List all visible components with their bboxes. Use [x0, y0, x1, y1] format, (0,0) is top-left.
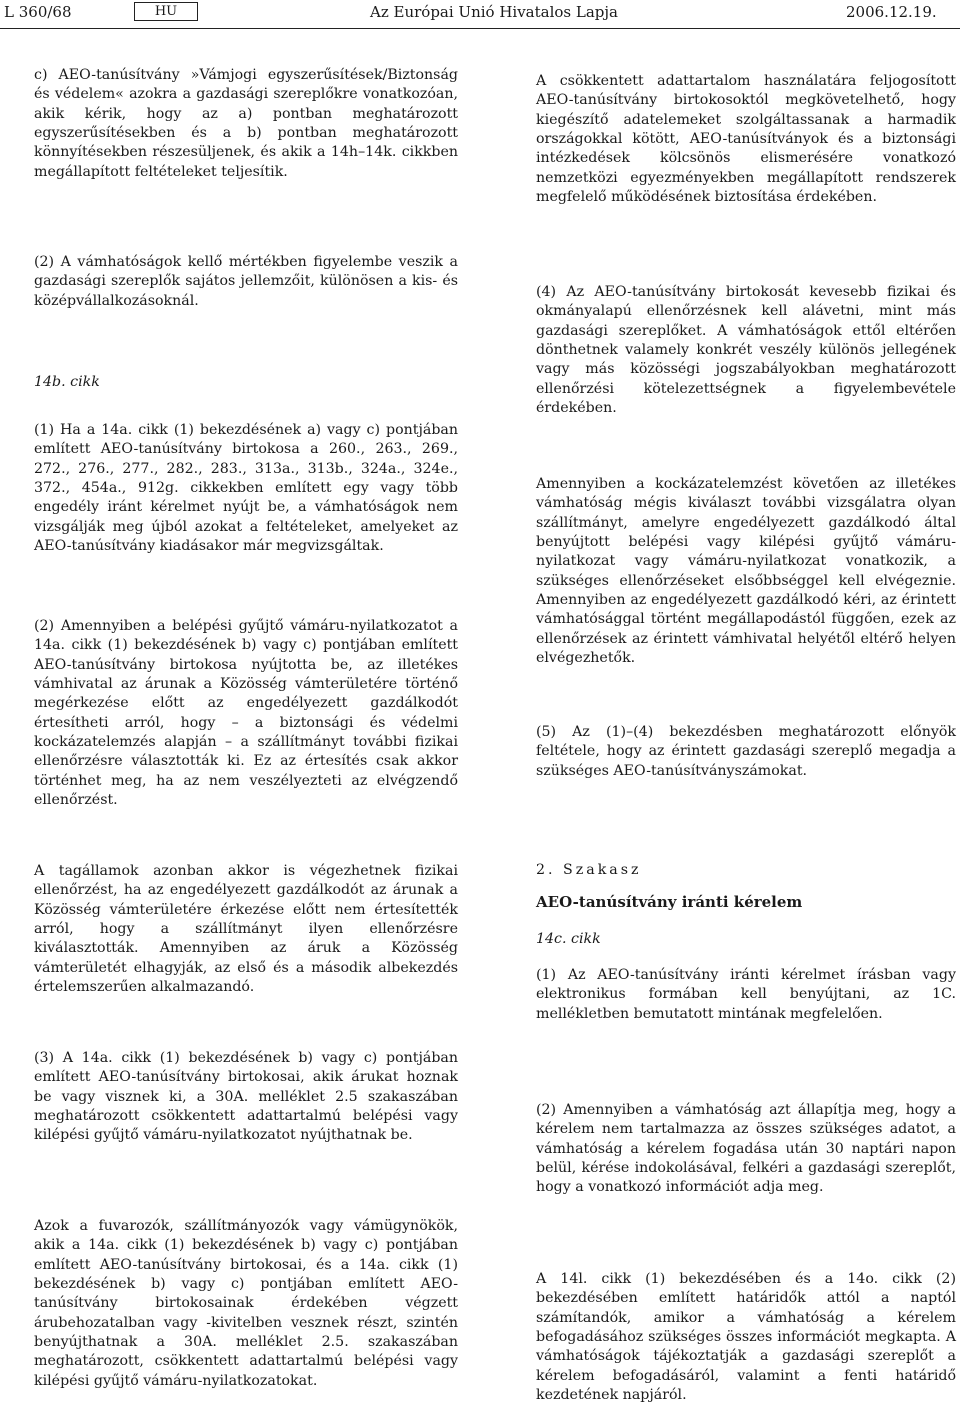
left-paragraph-5: A tagállamok azonban akkor is végezhetnek fizikai ellenőrzést, ha az engedélyezett gazdálkodót az árunak a Közösség vámterületére érkezése előtt nem értesítették arról, hogy a szállítmányt ilyen ellenőrzésre kiválasztották. Amennyiben az áruk a Közösség vámterületét elhagyják, az első és a második albekezdés értelemszerűen alkalmazandó. [34, 863, 458, 996]
right-paragraph-5: (1) Az AEO-tanúsítvány iránti kérelmet írásban vagy elektronikus formában kell benyújtani, az 1C. mellékletben bemutatott mintának megfelelően. [536, 967, 956, 1022]
left-paragraph-3: (1) Ha a 14a. cikk (1) bekezdésének a) vagy c) pontjában említett AEO-tanúsítvány birtokosa a 260., 263., 269., 272., 276., 277., 282., 283., 313a., 313b., 324a., 324e., 372., 454a., 912g. cikkekben említett egy vagy több engedély iránt kérelmet nyújt be, a vámhatóságok nem vizsgálják meg újból azokat a feltételeket, amelyeket az AEO-tanúsítvány kiadásakor már megvizsgáltak. [34, 422, 458, 555]
article-heading-14c: 14c. cikk [536, 931, 601, 947]
journal-title: Az Európai Unió Hivatalos Lapja [370, 3, 618, 21]
page-header [0, 0, 960, 29]
article-heading-14b: 14b. cikk [34, 374, 100, 390]
right-paragraph-2: (4) Az AEO-tanúsítvány birtokosát kevesebb fizikai és okmányalapú ellenőrzésnek kell alávetni, mint más gazdasági szereplőket. A vámhatóságok ettől eltérően dönthetnek valamely konkrét veszély különös jellegének vagy más közösségi jogszabályokban meghatározott ellenőrzési kötelezettségnek a figyelembevétele érdekében. [536, 284, 956, 417]
right-paragraph-3: Amennyiben a kockázatelemzést követően az illetékes vámhatóság mégis kiválaszt további vizsgálatra olyan szállítmányt, amelyre engedélyezett gazdálkodó által benyújtott belépési vagy kilépési gyűjtő vámáru-nyilatkozat vagy vámáru-nyilatkozat vonatkozik, a szükséges ellenőrzéseket elsőbbséggel kell elvégeznie. Amennyiben az engedélyezett gazdálkodó kéri, az érintett vámhatósággal történt megállapodástól függően, ezek az ellenőrzések az érintett vámhivatal helyétől eltérő helyen elvégezhetők. [536, 476, 956, 667]
section-title: AEO-tanúsítvány iránti kérelem [536, 893, 803, 911]
right-paragraph-7: A 14l. cikk (1) bekezdésében és a 14o. cikk (2) bekezdésében említett határidők attól a naptól számítandók, amikor a vámhatóság a kérelem befogadásához szükséges összes információt megkapta. A vámhatóságok tájékoztatják a gazdasági szereplőt a kérelem befogadásáról, valamint a fenti határidő kezdetének napjáról. [536, 1271, 956, 1404]
left-paragraph-2: (2) A vámhatóságok kellő mértékben figyelembe veszik a gazdasági szereplők sajátos jellemzőit, különösen a kis- és középvállalkozásoknál. [34, 254, 458, 309]
language-badge: HU [134, 2, 198, 21]
right-paragraph-6: (2) Amennyiben a vámhatóság azt állapítja meg, hogy a kérelem nem tartalmazza az összes szükséges adatot, a vámhatóság a kérelem fogadása után 30 naptári napon belül, kérése indokolásával, felkéri a gazdasági szereplőt, hogy a vonatkozó információt adja meg. [536, 1102, 956, 1196]
right-paragraph-4: (5) Az (1)–(4) bekezdésben meghatározott előnyök feltétele, hogy az érintett gazdasági szereplő megadja a szükséges AEO-tanúsítványszámokat. [536, 724, 956, 779]
right-paragraph-1: A csökkentett adattartalom használatára feljogosított AEO-tanúsítvány birtokosoktól megkövetelhető, hogy kiegészítő adatelemeket szolgáltassanak a harmadik országokkal kötött, AEO-tanúsítványok és a biztonsági intézkedések kölcsönös elismerésére vonatkozó nemzetközi egyezményekben megállapított rendszerek megfelelő működésének biztosítása érdekében. [536, 73, 956, 206]
left-paragraph-6: (3) A 14a. cikk (1) bekezdésének b) vagy c) pontjában említett AEO-tanúsítvány birtokosai, akik árukat hoznak be vagy visznek ki, a 30A. melléklet 2.5 szakaszában meghatározott csökkentett adattartalmú belépési vagy kilépési gyűjtő vámáru-nyilatkozatot nyújthatnak be. [34, 1050, 458, 1144]
page-number: L 360/68 [4, 3, 72, 21]
publication-date: 2006.12.19. [846, 3, 937, 21]
left-paragraph-1: c) AEO-tanúsítvány »Vámjogi egyszerűsítések/Biztonság és védelem« azokra a gazdasági szereplőkre vonatkozóan, akik kérik, hogy az a) pontban meghatározott egyszerűsítésekben és a b) pontban meghatározott könnyítésekben részesüljenek, és akik a 14h–14k. cikkben megállapított feltételeket teljesítik. [34, 67, 458, 180]
left-paragraph-4: (2) Amennyiben a belépési gyűjtő vámáru-nyilatkozatot a 14a. cikk (1) bekezdésének b) vagy c) pontjában említett AEO-tanúsítvány birtokosa nyújtotta be, az illetékes vámhivatal az árunak a Közösség vámterületére történő megérkezése előtt az engedélyezett gazdálkodót értesítheti arról, hogy – a biztonsági és védelmi kockázatelemzés alapján – a szállítmányt további fizikai ellenőrzésre választották ki. Ez az értesítés csak akkor történhet meg, ha az nem veszélyezteti az elvégzendő ellenőrzést. [34, 618, 458, 809]
left-paragraph-7: Azok a fuvarozók, szállítmányozók vagy vámügynökök, akik a 14a. cikk (1) bekezdésének b) vagy c) pontjában említett AEO-tanúsítvány birtokosai, és a 14a. cikk (1) bekezdésének b) vagy c) pontjában említett AEO-tanúsítvány birtokosainak érdekében végzett árubehozatalban vagy -kivitelben vesznek részt, szintén benyújthatnak a 30A. melléklet 2.5. szakaszában meghatározott, csökkentett adattartalmú belépési vagy kilépési gyűjtő vámáru-nyilatkozatokat. [34, 1218, 458, 1389]
section-heading: 2. Szakasz [536, 862, 642, 878]
